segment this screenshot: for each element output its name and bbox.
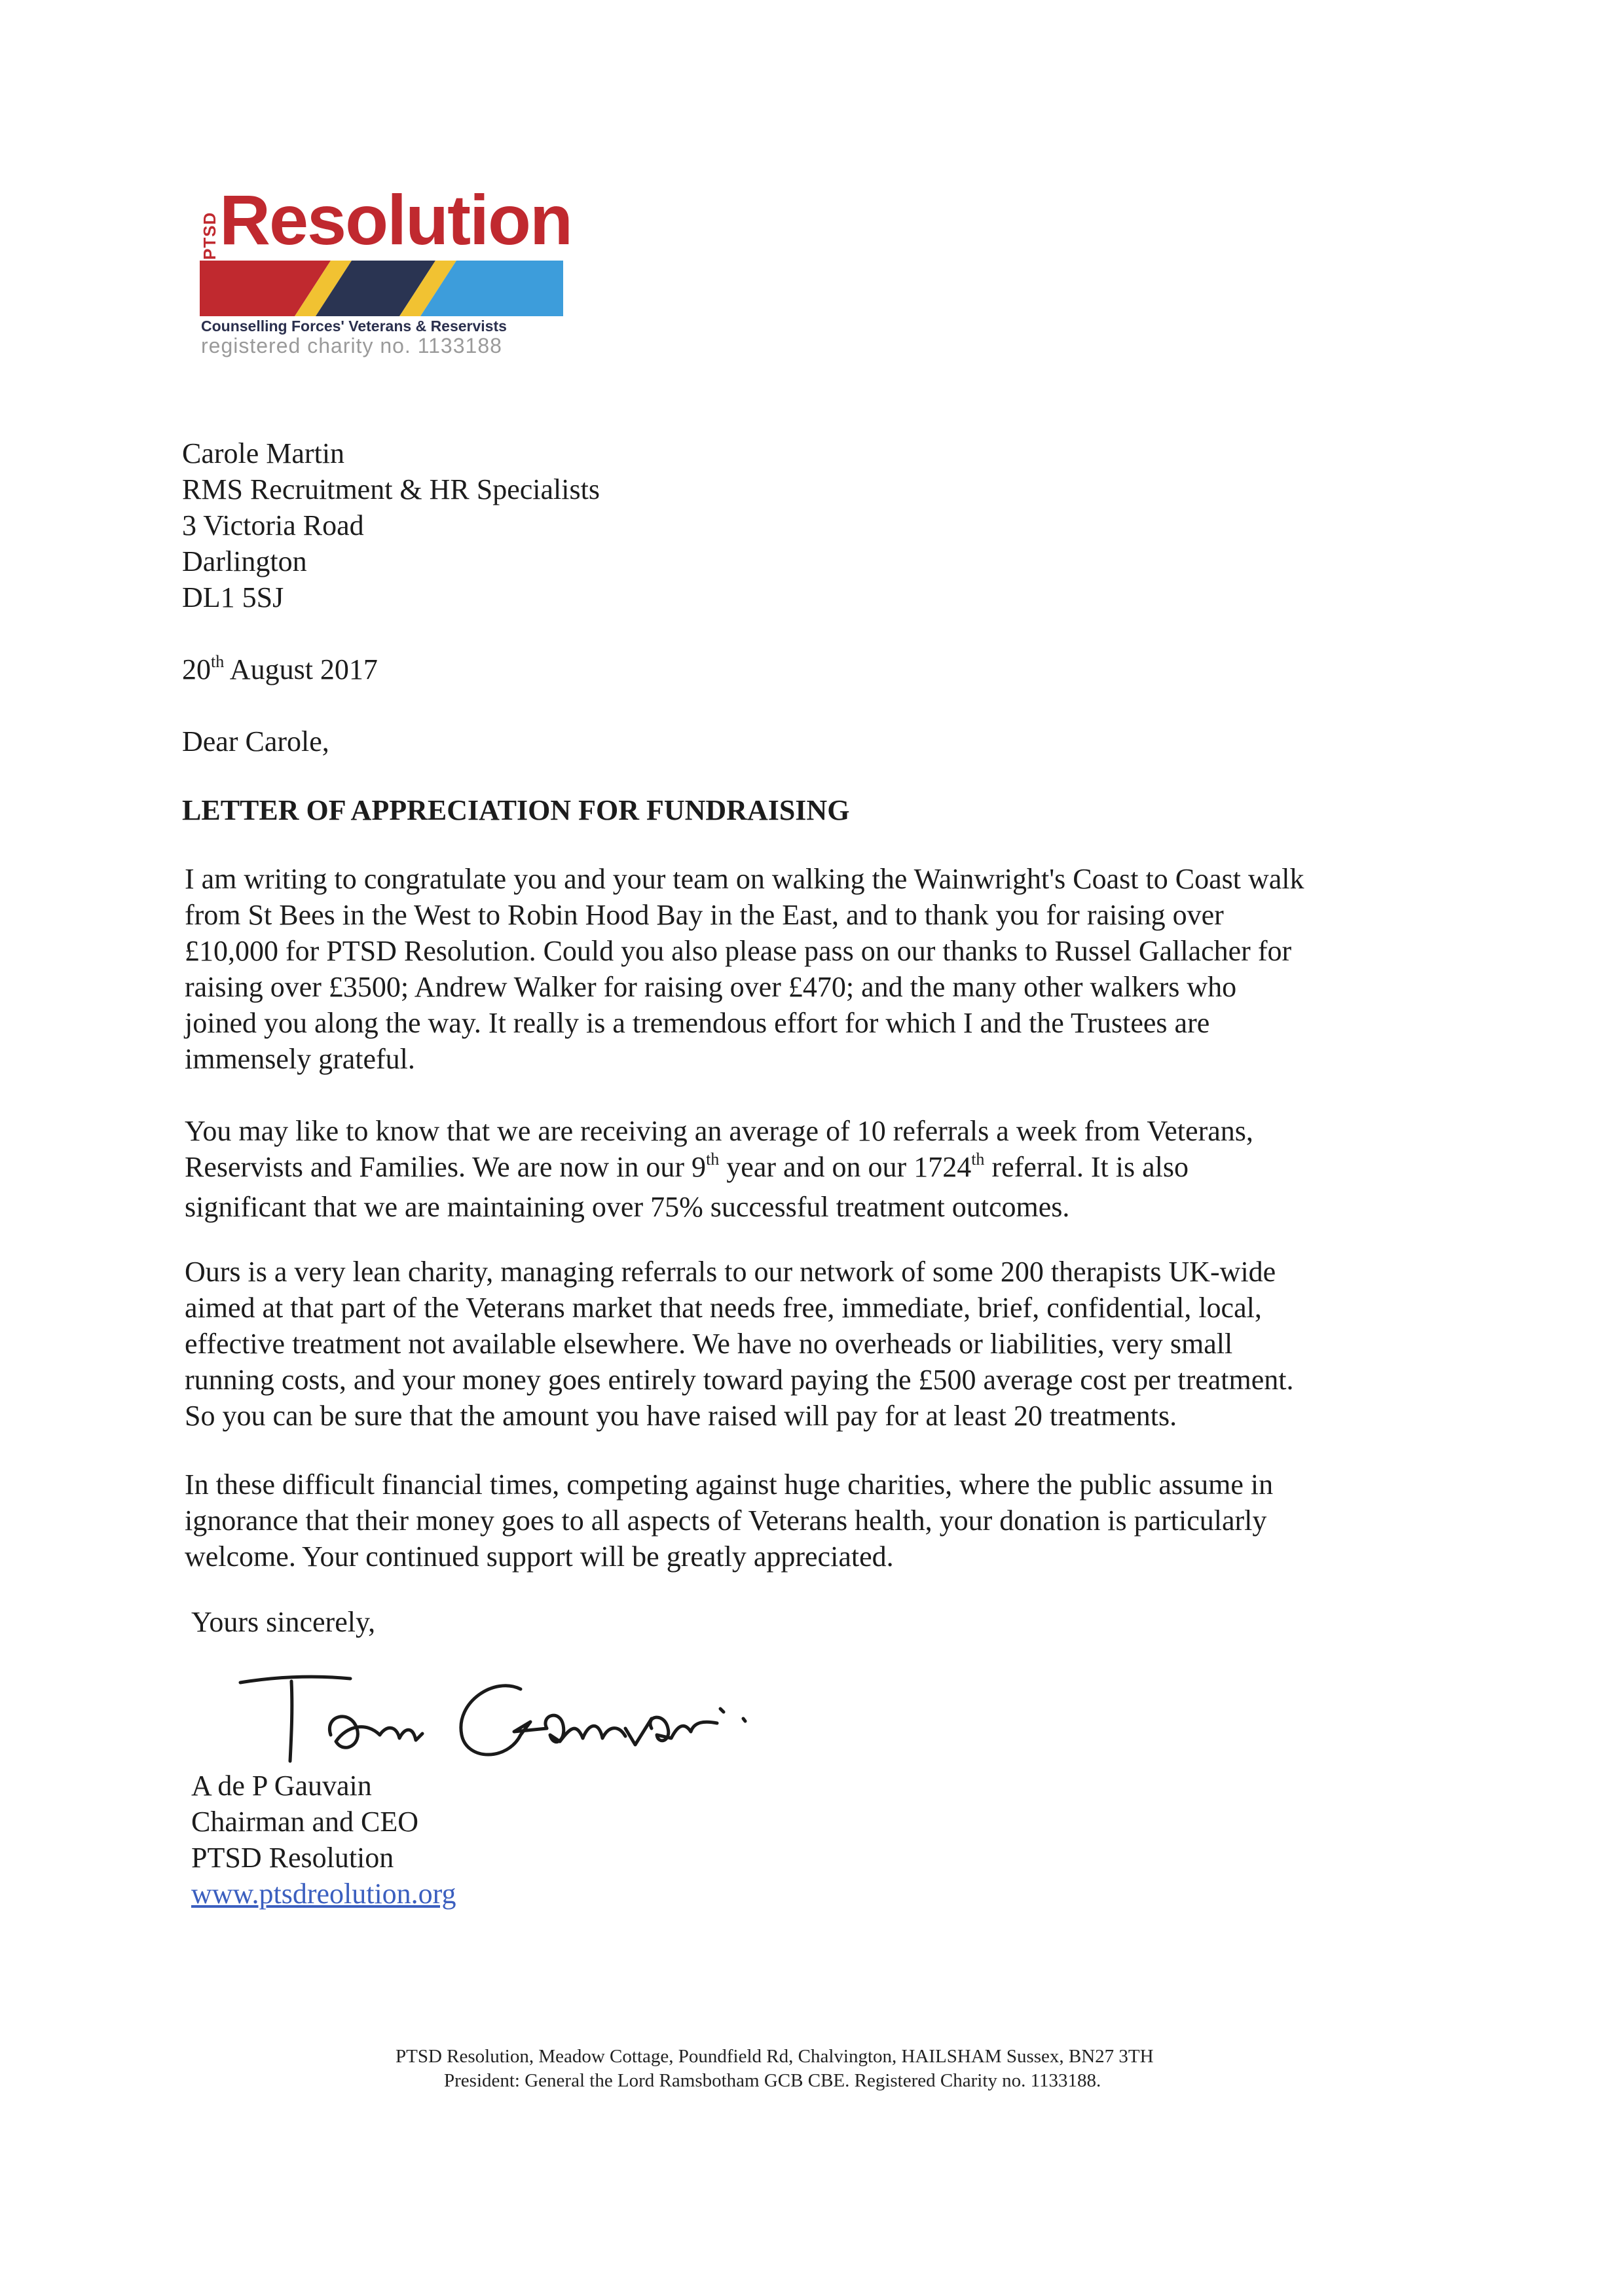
logo-ptsd-text: PTSD [200, 211, 219, 260]
logo-color-stripes [200, 261, 563, 316]
handwritten-signature [232, 1663, 809, 1774]
subject-heading: LETTER OF APPRECIATION FOR FUNDRAISING [182, 794, 850, 826]
closing: Yours sincerely, [191, 1606, 376, 1638]
logo-tagline: Counselling Forces' Veterans & Reservists [201, 318, 507, 335]
logo-wordmark: Resolution [219, 180, 572, 259]
paragraph-3: Ours is a very lean charity, managing referrals to our network of some 200 therapists UK-wide aimed at that part of the Veterans market that needs free, immediate, brief, confidential, local, effective treatment not available elsewhere. We have no overheads or liabilities, very small running costs, and your money goes entirely toward paying the £500 average cost per treatment. So you can be sure that the amount you have raised will pay for at least 20 treatments. [185, 1256, 1294, 1432]
logo-charity-number: registered charity no. 1133188 [201, 334, 502, 357]
salutation: Dear Carole, [182, 725, 329, 757]
signatory-title: Chairman and CEO [191, 1806, 419, 1838]
signatory-name: A de P Gauvain [191, 1770, 372, 1802]
footer-president: President: General the Lord Ramsbotham GCB CBE. Registered Charity no. 1133188. [444, 2070, 1101, 2091]
recipient-town: Darlington [182, 545, 307, 577]
website-link[interactable]: www.ptsdreolution.org [191, 1878, 456, 1910]
footer-address: PTSD Resolution, Meadow Cottage, Poundfield Rd, Chalvington, HAILSHAM Sussex, BN27 3TH [396, 2046, 1154, 2067]
recipient-company: RMS Recruitment & HR Specialists [182, 473, 600, 505]
paragraph-4: In these difficult financial times, competing against huge charities, where the public assume in ignorance that their money goes to all aspects of Veterans health, your donation is particularly welcome. Your continued support will be greatly appreciated. [185, 1468, 1274, 1573]
recipient-street: 3 Victoria Road [182, 509, 364, 541]
ptsd-resolution-logo [200, 180, 572, 367]
paragraph-2: You may like to know that we are receiving an average of 10 referrals a week from Veterans, Reservists and Families. We are now in our 9th year and on our 1724th referral. It is also significant that we are maintaining over 75% successful treatment outcomes. [185, 1115, 1253, 1223]
paragraph-1: I am writing to congratulate you and your team on walking the Wainwright's Coast to Coast walk from St Bees in the West to Robin Hood Bay in the East, and to thank you for raising over £10,000 for PTSD Resolution. Could you also please pass on our thanks to Russel Gallacher for raising over £3500; Andrew Walker for raising over £470; and the many other walkers who joined you along the way. It really is a tremendous effort for which I and the Trustees are immensely grateful. [185, 863, 1304, 1075]
signatory-org: PTSD Resolution [191, 1842, 394, 1874]
recipient-postcode: DL1 5SJ [182, 581, 284, 613]
letter-date: 20th August 2017 [182, 652, 378, 685]
recipient-name: Carole Martin [182, 437, 345, 469]
